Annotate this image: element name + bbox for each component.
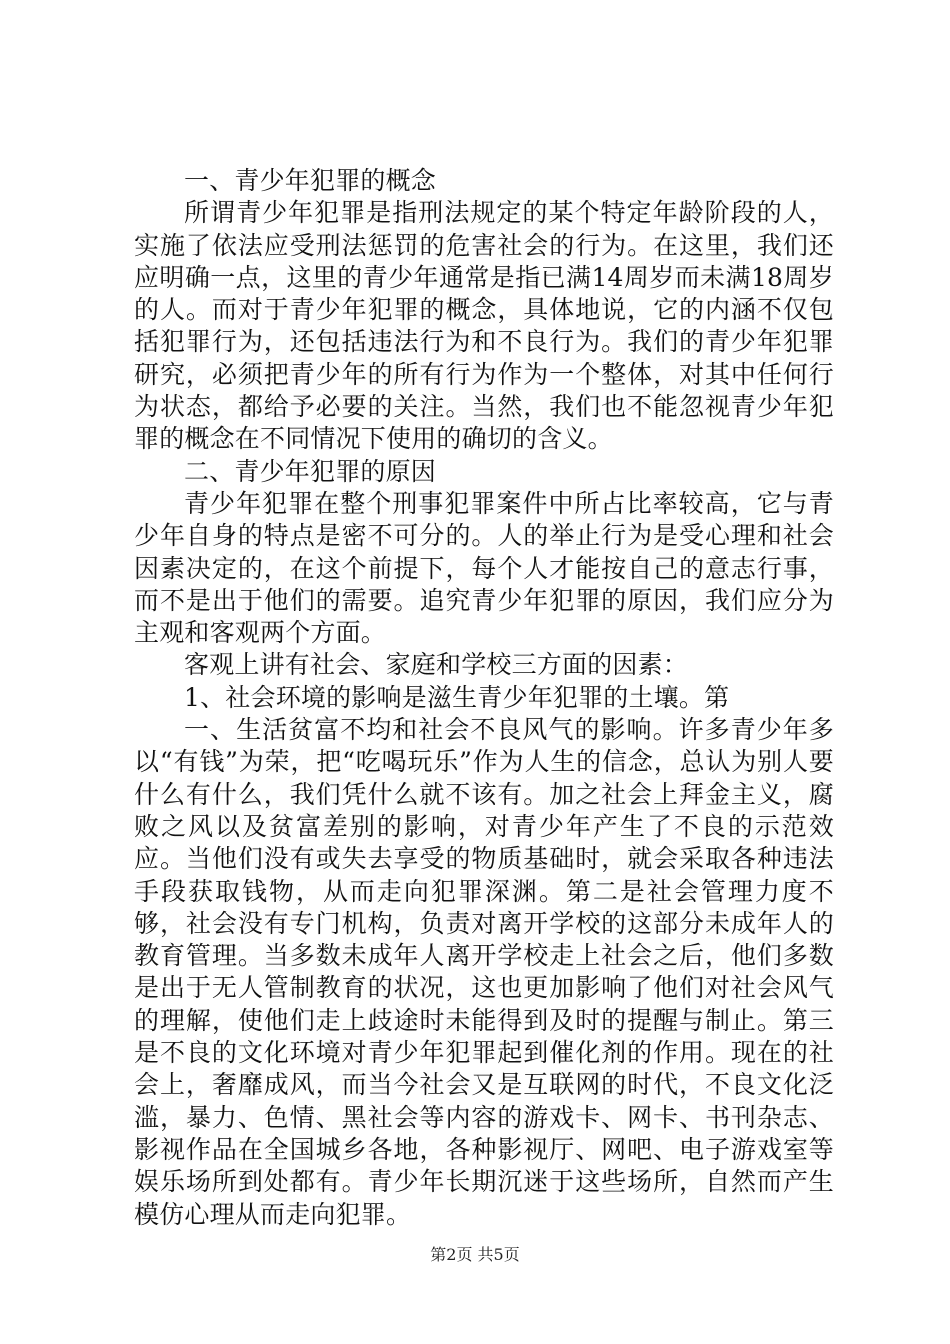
section-heading-causes: 二、青少年犯罪的原因 [184, 456, 437, 486]
section-heading-concept: 一、青少年犯罪的概念 [184, 166, 437, 195]
page-number-footer: 第2页 共5页 [430, 1245, 520, 1264]
paragraph-objective-factors: 客观上讲有社会、家庭和学校三方面的因素： [184, 650, 689, 680]
paragraph-causes-intro: 青少年犯罪在整个刑事犯罪案件中所占比率较高，它与青少年自身的特点是密不可分的。人的举止行为是受心理和社会因素决定的，在这个前提下，每个人才能按自己的意志行事，而不是出于他们的需要。追究青少年犯罪的原因，我们应分为主观和客观两个方面。 [134, 488, 834, 648]
paragraph-social-environment: 1、社会环境的影响是滋生青少年犯罪的土壤。第 [184, 682, 730, 712]
document-body [134, 165, 834, 1231]
paragraph-concept-definition: 所谓青少年犯罪是指刑法规定的某个特定年龄阶段的人，实施了依法应受刑法惩罚的危害社会的行为。在这里，我们还应明确一点，这里的青少年通常是指已满14周岁而未满18周岁的人。而对于青少年犯罪的概念，具体地说，它的内涵不仅包括犯罪行为，还包括违法行为和不良行为。我们的青少年犯罪研究，必须把青少年的所有行为作为一个整体，对其中任何行为状态，都给予必要的关注。当然，我们也不能忽视青少年犯罪的概念在不同情况下使用的确切的含义。 [134, 198, 834, 454]
paragraph-social-influences: 一、生活贫富不均和社会不良风气的影响。许多青少年多以“有钱”为荣，把“吃喝玩乐”作为人生的信念，总认为别人要什么有什么，我们凭什么就不该有。加之社会上拜金主义，腐败之风以及贫富差别的影响，对青少年产生了不良的示范效应。当他们没有或失去享受的物质基础时，就会采取各种违法手段获取钱物，从而走向犯罪深渊。第二是社会管理力度不够，社会没有专门机构，负责对离开学校的这部分未成年人的教育管理。当多数未成年人离开学校走上社会之后，他们多数是出于无人管制教育的状况，这也更加影响了他们对社会风气的理解，使他们走上歧途时未能得到及时的提醒与制止。第三是不良的文化环境对青少年犯罪起到催化剂的作用。现在的社会上，奢靡成风，而当今社会又是互联网的时代，不良文化泛滥，暴力、色情、黑社会等内容的游戏卡、网卡、书刊杂志、影视作品在全国城乡各地，各种影视厅、网吧、电子游戏室等娱乐场所到处都有。青少年长期沉迷于这些场所，自然而产生模仿心理从而走向犯罪。 [134, 715, 834, 1229]
